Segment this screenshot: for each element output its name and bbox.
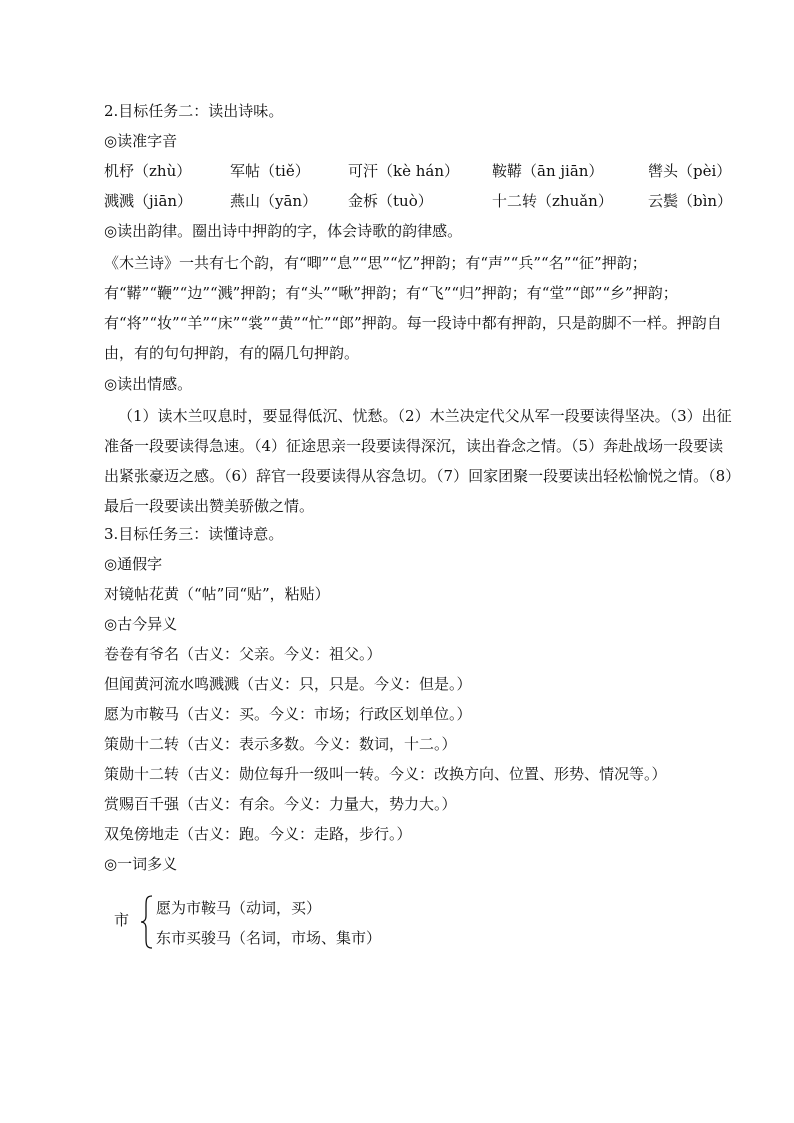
emotion-heading: ◎读出情感。: [104, 375, 193, 393]
polysemy-sense: 东市买骏马（名词，市场、集市）: [156, 929, 382, 947]
guji-item: 愿为市鞍马（古义：买。今义：市场；行政区划单位。）: [104, 705, 472, 723]
pronounce-item: 金柝（tuò）: [348, 192, 433, 210]
tongjia-item: 对镜帖花黄（“帖”同“贴”，粘贴）: [104, 585, 330, 603]
guji-item: 双兔傍地走（古义：跑。今义：走路，步行。）: [104, 825, 412, 843]
task2-title: 2.目标任务二：读出诗味。: [104, 102, 284, 120]
pronounce-item: 军帖（tiě）: [230, 162, 310, 180]
left-brace-icon: [140, 894, 154, 950]
polysemy-word: 市: [114, 911, 130, 929]
tongjia-heading: ◎通假字: [104, 555, 163, 573]
pronounce-item: 溅溅（jiān）: [104, 192, 193, 210]
pronounce-item: 辔头（pèi）: [648, 162, 732, 180]
guji-item: 策勋十二转（古义：勋位每升一级叫一转。今义：改换方向、位置、形势、情况等。）: [104, 765, 667, 783]
guji-heading: ◎古今异义: [104, 615, 178, 633]
pronounce-item: 可汗（kè hán）: [348, 162, 459, 180]
guji-item: 卷卷有爷名（古义：父亲。今义：祖父。）: [104, 645, 382, 663]
emotion-paragraph: （1）读木兰叹息时，要显得低沉、忧愁。（2）木兰决定代父从军一段要读得坚决。（3）出征准备一段要读得急速。（4）征途思亲一段要读得深沉，读出眷念之情。（5）奔赴战场一段要读出紧张豪迈之感。（6）辞官一段要读得从容急切。（7）回家团聚一段要读出轻松愉悦之情。（8）最后一段要读出赞美骄傲之情。: [104, 407, 733, 515]
pronounce-item: 鞍鞯（ān jiān）: [492, 162, 604, 180]
pronounce-item: 燕山（yān）: [230, 192, 318, 210]
task3-title: 3.目标任务三：读懂诗意。: [104, 525, 284, 543]
rhyme-heading: ◎读出韵律。圈出诗中押韵的字，体会诗歌的韵律感。: [104, 222, 463, 240]
pronounce-item: 十二转（zhuǎn）: [492, 192, 613, 210]
duoyi-heading: ◎一词多义: [104, 855, 178, 873]
pronounce-row-2: [104, 191, 744, 211]
guji-item: 赏赐百千强（古义：有余。今义：力量大，势力大。）: [104, 795, 457, 813]
polysemy-group: [114, 892, 434, 952]
guji-item: 但闻黄河流水鸣溅溅（古义：只，只是。今义：但是。）: [104, 675, 472, 693]
pronounce-item: 机杼（zhù）: [104, 162, 192, 180]
pronounce-heading: ◎读准字音: [104, 132, 178, 150]
guji-item: 策勋十二转（古义：表示多数。今义：数词，十二。）: [104, 735, 457, 753]
pronounce-row-1: [104, 161, 744, 181]
polysemy-sense: 愿为市鞍马（动词，买）: [156, 899, 322, 917]
rhyme-paragraph: 《木兰诗》一共有七个韵，有“唧”“息”“思”“忆”押韵；有“声”“兵”“名”“征”押韵；有“鞯”“鞭”“边”“溅”押韵；有“头”“啾”押韵；有“飞”“归”押韵；有“堂”“郎”“乡”押韵；有“将”“妆”“羊”“床”“裳”“黄”“忙”“郎”押韵。每一段诗中都有押韵，只是韵脚不一样。押韵自由，有的句句押韵，有的隔几句押韵。: [104, 254, 722, 362]
pronounce-item: 云鬓（bìn）: [648, 192, 733, 210]
